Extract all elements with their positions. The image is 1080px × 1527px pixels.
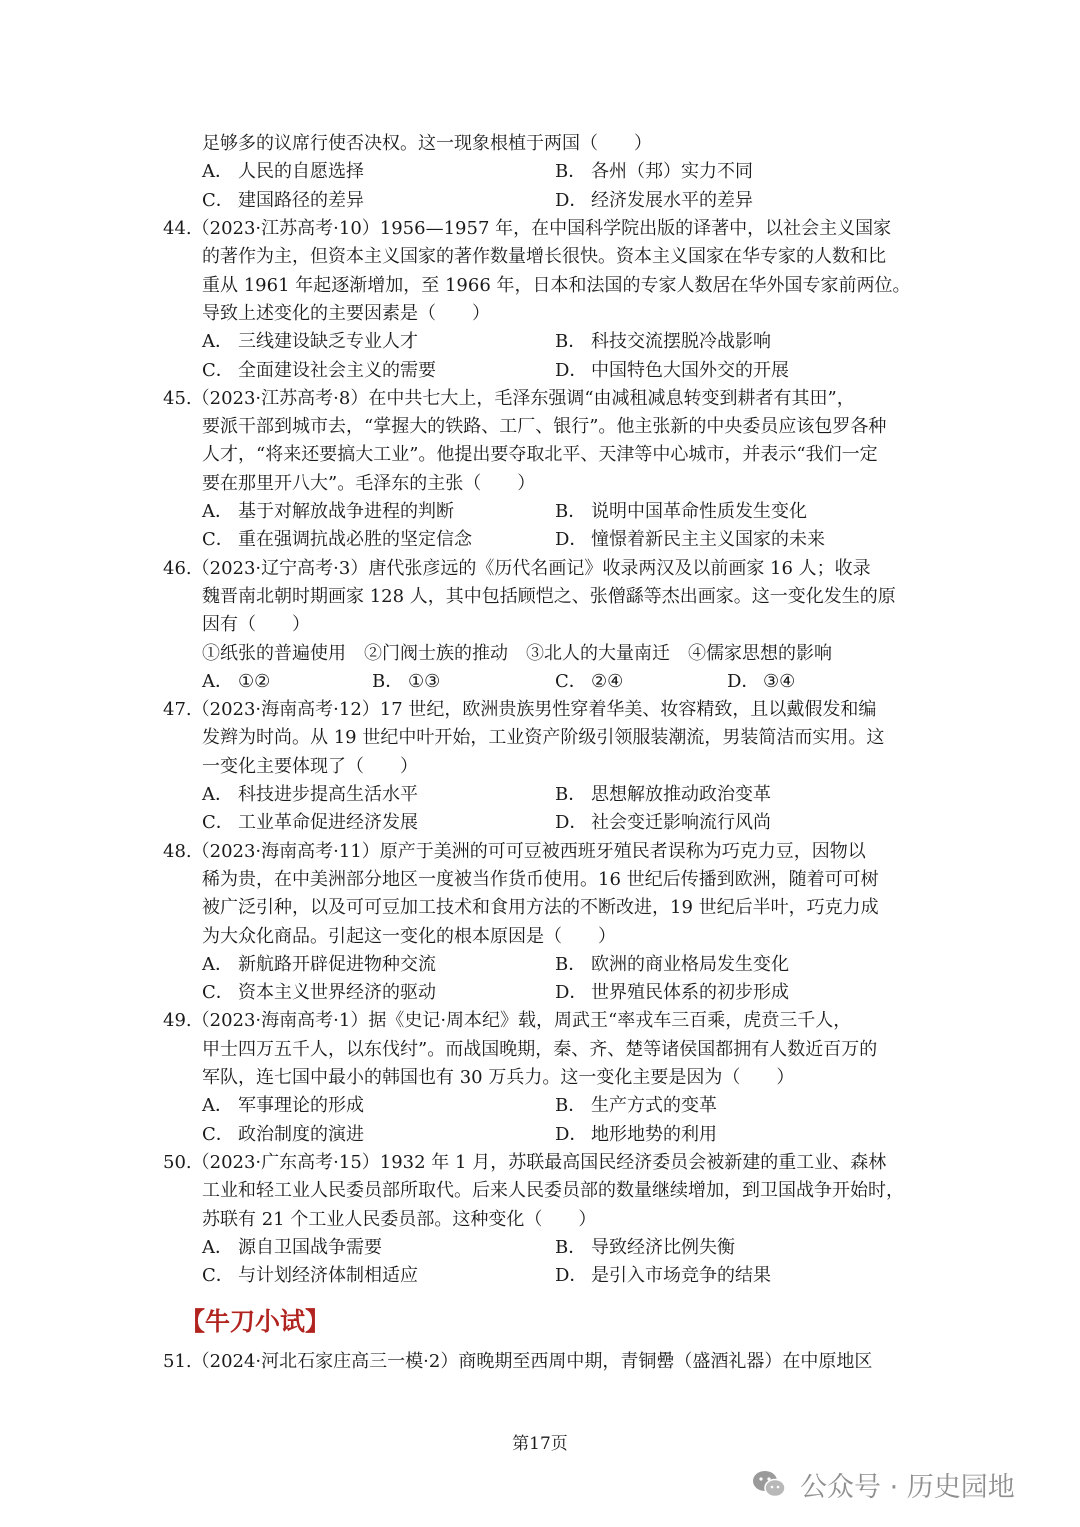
question-stem: 45.（2023·江苏高考·8）在中共七大上，毛泽东强调“由减租减息转变到耕者有其田”， (163, 387, 855, 409)
option-d (555, 1262, 771, 1290)
option-letter: B． (555, 1236, 587, 1258)
option-letter: C． (202, 529, 234, 551)
option-d (555, 187, 753, 215)
option-b (555, 781, 771, 809)
option-text: 工业革命促进经济发展 (238, 812, 418, 834)
option-text: 科技交流摆脱冷战影响 (591, 331, 771, 353)
option-text: 政治制度的演进 (238, 1123, 364, 1145)
option-d (555, 979, 789, 1007)
option-b (555, 1234, 735, 1262)
option-c (202, 979, 436, 1007)
option-text: 人民的自愿选择 (238, 161, 364, 182)
option-text: 欧洲的商业格局发生变化 (591, 953, 789, 975)
option-letter: D． (555, 529, 588, 551)
option-d (555, 526, 825, 554)
option-letter: A． (202, 501, 233, 522)
watermark (752, 1466, 1015, 1502)
option-text: 源自卫国战争需要 (238, 1236, 382, 1258)
option-text: 是引入市场竞争的结果 (591, 1265, 771, 1287)
question-stem: 49.（2023·海南高考·1）据《史记·周本纪》载，周武王“率戎车三百乘，虎贲三千人， (163, 1010, 852, 1032)
option-letter: D． (555, 1265, 588, 1287)
question-line: 魏晋南北朝时期画家 128 人，其中包括顾恺之、张僧繇等杰出画家。这一变化发生的原 (202, 585, 896, 607)
option-b (372, 668, 440, 696)
option-letter: B． (555, 784, 587, 805)
question-line: 被广泛引种，以及可可豆加工技术和食用方法的不断改进，19 世纪后半叶，巧克力成 (202, 897, 879, 919)
option-text: 重在强调抗战必胜的坚定信念 (238, 529, 472, 551)
option-letter: B． (555, 1095, 587, 1117)
option-letter: D． (555, 359, 588, 381)
option-c (555, 668, 623, 696)
option-text: 社会变迁影响流行风尚 (591, 812, 771, 834)
option-b (555, 1092, 717, 1120)
option-text: ②④ (591, 670, 624, 692)
option-a (202, 498, 454, 526)
question-stem: 44.（2023·江苏高考·10）1956—1957 年，在中国科学院出版的译著中，以社会主义国家 (163, 218, 892, 239)
option-letter: C． (202, 1123, 234, 1145)
option-letter: D． (555, 190, 588, 211)
option-letter: C． (202, 1265, 234, 1287)
option-text: 导致经济比例失衡 (591, 1236, 735, 1258)
option-d (727, 668, 795, 696)
question-line: 的著作为主，但资本主义国家的著作数量增长很快。资本主义国家在华专家的人数和比 (202, 246, 886, 268)
option-letter: A． (202, 1236, 233, 1258)
question-line: 重从 1961 年起逐渐增加，至 1966 年，日本和法国的专家人数居在华外国专家前两位。 (202, 274, 911, 296)
option-text: ③④ (763, 670, 796, 692)
option-letter: A． (202, 161, 233, 182)
option-text: 建国路径的差异 (238, 190, 364, 211)
option-letter: C． (555, 670, 587, 692)
question-line: 要派干部到城市去，“掌握大的铁路、工厂、银行”。他主张新的中央委员应该包罗各种 (202, 416, 887, 438)
option-a (202, 328, 418, 356)
option-letter: D． (555, 1123, 588, 1145)
option-a (202, 1092, 364, 1120)
option-a (202, 668, 270, 696)
option-c (202, 526, 472, 554)
option-text: 说明中国革命性质发生变化 (591, 501, 807, 522)
question-line: 一变化主要体现了（ ） (202, 755, 418, 777)
option-letter: D． (555, 812, 588, 834)
option-b (555, 951, 789, 979)
wechat-icon (752, 1469, 786, 1499)
option-c (202, 357, 436, 385)
option-letter: B． (372, 670, 404, 692)
option-text: 资本主义世界经济的驱动 (238, 982, 436, 1004)
section-title: 【牛刀小试】 (180, 1307, 331, 1336)
option-letter: C． (202, 190, 234, 211)
question-line: 苏联有 21 个工业人民委员部。这种变化（ ） (202, 1208, 597, 1230)
option-text: ①③ (408, 670, 441, 692)
option-letter: A． (202, 953, 233, 975)
option-text: 思想解放推动政治变革 (591, 784, 771, 805)
question-line: 为大众化商品。引起这一变化的根本原因是（ ） (202, 925, 616, 947)
option-text: 新航路开辟促进物种交流 (238, 953, 436, 975)
option-letter: B． (555, 953, 587, 975)
option-text: 基于对解放战争进程的判断 (238, 501, 454, 522)
option-a (202, 1234, 382, 1262)
question-stem: 47.（2023·海南高考·12）17 世纪，欧洲贵族男性穿着华美、妆容精致，且以戴假发和编 (163, 699, 877, 721)
option-b (555, 158, 753, 186)
option-text: ①② (238, 670, 271, 692)
option-text: 经济发展水平的差异 (591, 190, 753, 211)
question-line: 工业和轻工业人民委员部所取代。后来人民委员部的数量继续增加，到卫国战争开始时， (202, 1180, 904, 1202)
question-line: 稀为贵，在中美洲部分地区一度被当作货币使用。16 世纪后传播到欧洲，随着可可树 (202, 868, 879, 890)
question-line: 导致上述变化的主要因素是（ ） (202, 302, 490, 324)
option-letter: B． (555, 161, 587, 182)
question-items: ①纸张的普遍使用 ②门阀士族的推动 ③北人的大量南迁 ④儒家思想的影响 (202, 642, 832, 664)
option-b (555, 328, 771, 356)
watermark-text: 公众号 · 历史园地 (800, 1471, 1015, 1503)
option-letter: A． (202, 670, 233, 692)
option-letter: C． (202, 982, 234, 1004)
option-text: 科技进步提高生活水平 (238, 784, 418, 805)
option-letter: A． (202, 1095, 233, 1117)
option-letter: C． (202, 359, 234, 381)
question-line: 要在那里开八大”。毛泽东的主张（ ） (202, 472, 536, 494)
question-line: 人才，“将来还要搞大工业”。他提出要夺取北平、天津等中心城市，并表示“我们一定 (202, 444, 878, 466)
option-letter: D． (555, 982, 588, 1004)
option-text: 三线建设缺乏专业人才 (238, 331, 418, 353)
option-text: 憧憬着新民主主义国家的未来 (591, 529, 825, 551)
option-text: 全面建设社会主义的需要 (238, 359, 436, 381)
option-a (202, 781, 418, 809)
question-line: 因有（ ） (202, 614, 310, 636)
question-line: 军队，连七国中最小的韩国也有 30 万兵力。这一变化主要是因为（ ） (202, 1067, 795, 1088)
option-c (202, 187, 364, 215)
option-text: 与计划经济体制相适应 (238, 1265, 418, 1287)
lead-text: 足够多的议席行使否决权。这一现象根植于两国（ ） (202, 133, 652, 154)
option-b (555, 498, 807, 526)
option-letter: D． (727, 670, 760, 692)
option-text: 生产方式的变革 (591, 1095, 717, 1117)
option-c (202, 1121, 364, 1149)
option-a (202, 158, 364, 186)
option-letter: A． (202, 331, 233, 353)
option-text: 中国特色大国外交的开展 (591, 359, 789, 381)
question-line: 发辫为时尚。从 19 世纪中叶开始，工业资产阶级引领服装潮流，男装简洁而实用。这 (202, 727, 885, 749)
option-letter: B． (555, 331, 587, 353)
page-number: 第17页 (512, 1434, 568, 1454)
option-text: 军事理论的形成 (238, 1095, 364, 1117)
option-a (202, 951, 436, 979)
question-stem: 46.（2023·辽宁高考·3）唐代张彦远的《历代名画记》收录两汉及以前画家 16 人；收录 (163, 557, 871, 579)
question-51-line: 51.（2024·河北石家庄高三一模·2）商晚期至西周中期，青铜罍（盛酒礼器）在中原地区 (163, 1351, 873, 1372)
question-line: 甲士四万五千人，以东伐纣”。而战国晚期，秦、齐、楚等诸侯国都拥有人数近百万的 (202, 1038, 878, 1060)
question-stem: 48.（2023·海南高考·11）原产于美洲的可可豆被西班牙殖民者误称为巧克力豆，因物以 (163, 840, 866, 862)
option-c (202, 1262, 418, 1290)
question-stem: 50.（2023·广东高考·15）1932 年 1 月，苏联最高国民经济委员会被新建的重工业、森林 (163, 1151, 887, 1173)
option-d (555, 1121, 717, 1149)
option-d (555, 809, 771, 837)
option-text: 地形地势的利用 (591, 1123, 717, 1145)
option-d (555, 357, 789, 385)
option-letter: C． (202, 812, 234, 834)
option-text: 世界殖民体系的初步形成 (591, 982, 789, 1004)
option-letter: A． (202, 784, 233, 805)
option-text: 各州（邦）实力不同 (591, 161, 753, 182)
option-letter: B． (555, 501, 587, 522)
option-c (202, 809, 418, 837)
